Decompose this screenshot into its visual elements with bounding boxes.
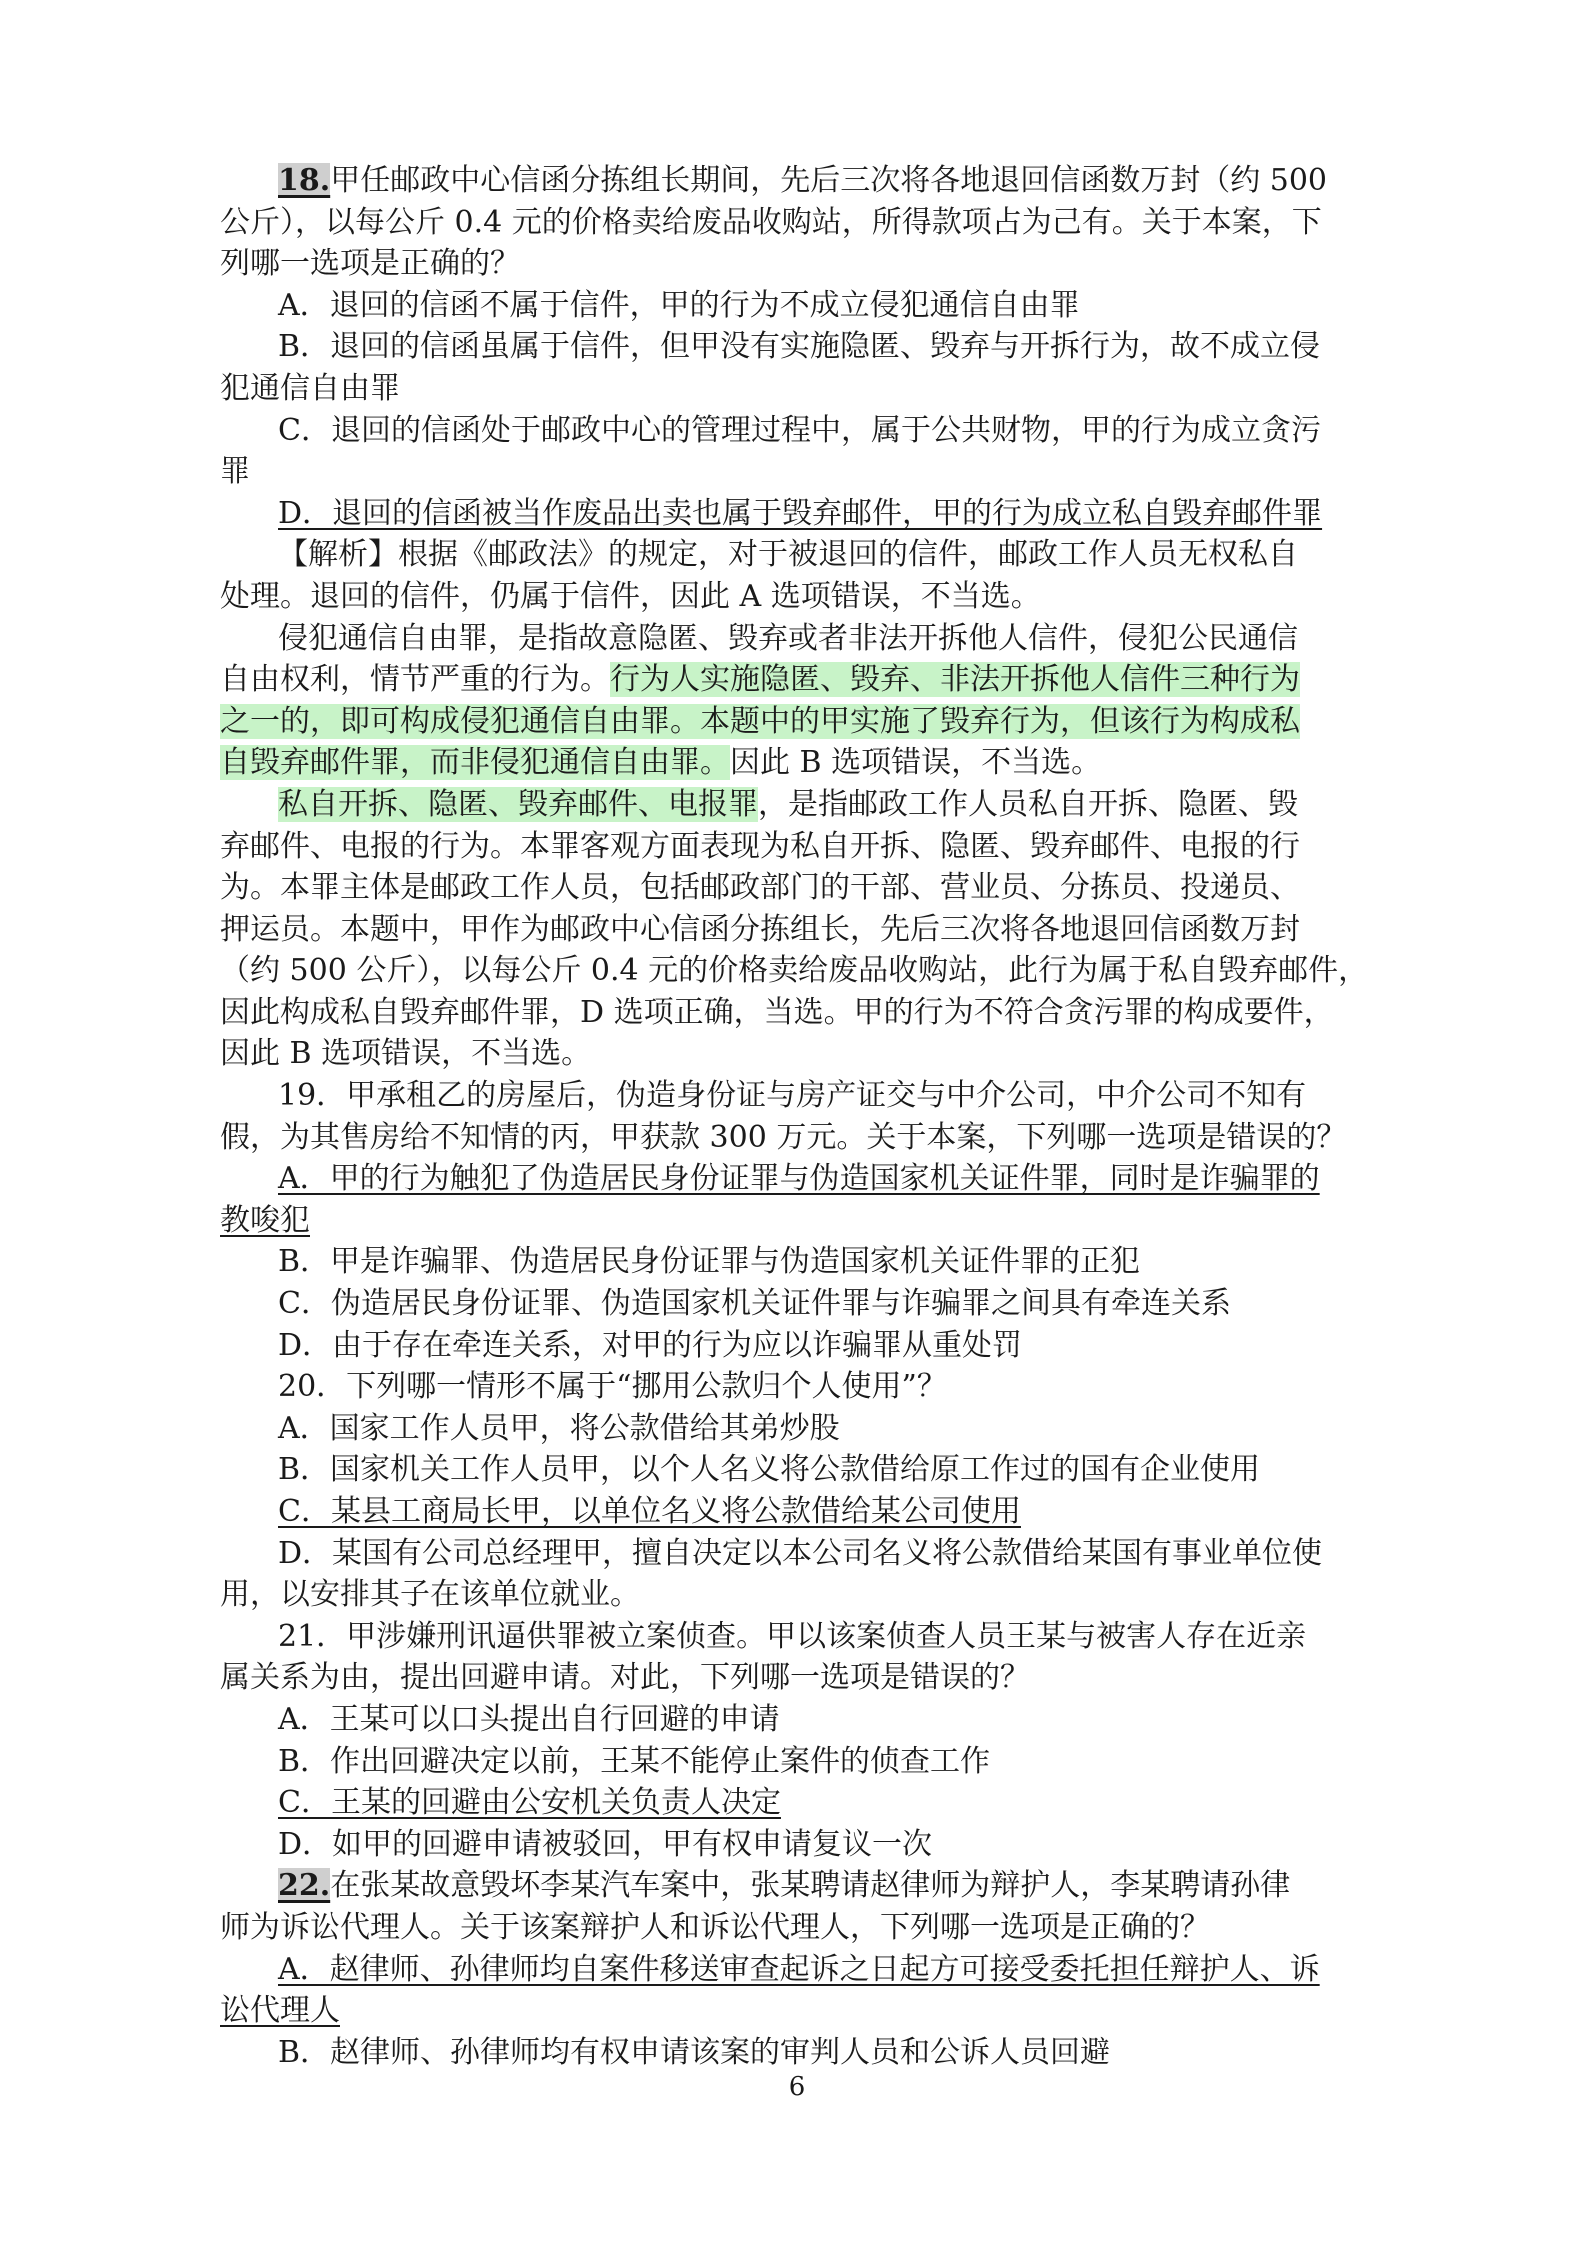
text-segment: 属关系为由，提出回避申请。对此，下列哪一选项是错误的？: [220, 1660, 1030, 1696]
text-segment: B．作出回避决定以前，王某不能停止案件的侦查工作: [278, 1743, 991, 1779]
text-segment: ，是指邮政工作人员私自开拆、隐匿、毁: [758, 786, 1298, 822]
document-body: [220, 160, 1375, 2073]
text-line: [220, 1907, 1375, 1949]
text-segment: A．退回的信函不属于信件，甲的行为不成立侵犯通信自由罪: [278, 287, 1080, 323]
text-segment: 21．甲涉嫌刑讯逼供罪被立案侦查。甲以该案侦查人员王某与被害人存在近亲: [278, 1618, 1307, 1654]
text-segment: D．由于存在牵连关系，对甲的行为应以诈骗罪从重处罚: [278, 1327, 1023, 1363]
text-segment: 因此构成私自毁弃邮件罪，D 选项正确，当选。甲的行为不符合贪污罪的构成要件，: [220, 994, 1334, 1030]
highlighted-text: 行为人实施隐匿、毁弃、非法开拆他人信件三种行为: [610, 662, 1300, 698]
text-line: [220, 576, 1375, 618]
text-segment: 因此 B 选项错误，不当选。: [220, 1036, 592, 1072]
text-line: [220, 1200, 1375, 1242]
text-line: [220, 1741, 1375, 1783]
text-line: [220, 1366, 1375, 1408]
text-line: [220, 1657, 1375, 1699]
text-segment: 公斤），以每公斤 0.4 元的价格卖给废品收购站，所得款项占为己有。关于本案，下: [220, 204, 1322, 240]
text-segment: 处理。退回的信件，仍属于信件，因此 A 选项错误，不当选。: [220, 578, 1041, 614]
text-line: [220, 1325, 1375, 1367]
text-segment: 19．甲承租乙的房屋后，伪造身份证与房产证交与中介公司，中介公司不知有: [278, 1078, 1307, 1114]
text-line: [220, 826, 1375, 868]
text-line: [220, 701, 1375, 743]
text-line: [220, 992, 1375, 1034]
text-segment: A．国家工作人员甲，将公款借给其弟炒股: [278, 1410, 840, 1446]
text-segment: B．国家机关工作人员甲，以个人名义将公款借给原工作过的国有企业使用: [278, 1452, 1261, 1488]
text-line: [220, 160, 1375, 202]
text-line: [220, 784, 1375, 826]
text-segment: 师为诉讼代理人。关于该案辩护人和诉讼代理人，下列哪一选项是正确的？: [220, 1909, 1210, 1945]
question-number: 22.: [278, 1868, 331, 1904]
underlined-answer: 讼代理人: [220, 1993, 340, 2029]
text-line: [220, 1283, 1375, 1325]
text-line: [220, 1865, 1375, 1907]
text-line: [220, 1408, 1375, 1450]
text-segment: 犯通信自由罪: [220, 370, 400, 406]
text-line: [220, 451, 1375, 493]
text-line: [220, 368, 1375, 410]
text-segment: C．伪造居民身份证罪、伪造国家机关证件罪与诈骗罪之间具有牵连关系: [278, 1286, 1231, 1322]
text-segment: B．赵律师、孙律师均有权申请该案的审判人员和公诉人员回避: [278, 2034, 1111, 2070]
text-segment: A．王某可以口头提出自行回避的申请: [278, 1701, 780, 1737]
text-segment: D．如甲的回避申请被驳回，甲有权申请复议一次: [278, 1826, 933, 1862]
text-segment: 用，以安排其子在该单位就业。: [220, 1577, 640, 1613]
text-line: [220, 410, 1375, 452]
text-line: [220, 742, 1375, 784]
text-line: [220, 618, 1375, 660]
text-line: [220, 909, 1375, 951]
text-line: [220, 1782, 1375, 1824]
text-line: [220, 1449, 1375, 1491]
text-segment: 列哪一选项是正确的？: [220, 246, 520, 282]
text-segment: 罪: [220, 454, 250, 490]
text-line: [220, 326, 1375, 368]
text-line: [220, 1699, 1375, 1741]
highlighted-text: 自毁弃邮件罪，而非侵犯通信自由罪。: [220, 745, 730, 781]
text-line: [220, 1033, 1375, 1075]
text-line: [220, 1075, 1375, 1117]
page-number: 6: [788, 2072, 806, 2102]
text-segment: 甲任邮政中心信函分拣组长期间，先后三次将各地退回信函数万封（约 500: [330, 163, 1327, 198]
text-line: [220, 1949, 1375, 1991]
text-segment: 假，为其售房给不知情的丙，甲获款 300 万元。关于本案，下列哪一选项是错误的？: [220, 1119, 1347, 1155]
underlined-answer: A．甲的行为触犯了伪造居民身份证罪与伪造国家机关证件罪，同时是诈骗罪的: [278, 1161, 1320, 1197]
text-segment: C．退回的信函处于邮政中心的管理过程中，属于公共财物，甲的行为成立贪污: [278, 412, 1321, 448]
text-segment: B．甲是诈骗罪、伪造居民身份证罪与伪造国家机关证件罪的正犯: [278, 1244, 1141, 1280]
text-segment: 在张某故意毁坏李某汽车案中，张某聘请赵律师为辩护人，李某聘请孙律: [330, 1868, 1291, 1904]
highlighted-text: 私自开拆、隐匿、毁弃邮件、电报罪: [278, 786, 758, 822]
underlined-answer: 教唆犯: [220, 1202, 310, 1238]
underlined-answer: D．退回的信函被当作废品出卖也属于毁弃邮件，甲的行为成立私自毁弃邮件罪: [278, 495, 1323, 531]
text-line: [220, 1158, 1375, 1200]
text-segment: 因此 B 选项错误，不当选。: [730, 745, 1102, 781]
text-line: [220, 2032, 1375, 2074]
text-line: [220, 1533, 1375, 1575]
text-line: [220, 1616, 1375, 1658]
underlined-answer: C．某县工商局长甲，以单位名义将公款借给某公司使用: [278, 1494, 1021, 1529]
highlighted-text: 之一的，即可构成侵犯通信自由罪。本题中的甲实施了毁弃行为，但该行为构成私: [220, 703, 1300, 739]
text-segment: D．某国有公司总经理甲，擅自决定以本公司名义将公款借给某国有事业单位使: [278, 1535, 1323, 1571]
text-segment: （约 500 公斤），以每公斤 0.4 元的价格卖给废品收购站，此行为属于私自毁弃邮件，: [220, 953, 1369, 989]
text-line: [220, 1491, 1375, 1533]
text-line: [220, 202, 1375, 244]
text-line: [220, 534, 1375, 576]
text-segment: 【解析】根据《邮政法》的规定，对于被退回的信件，邮政工作人员无权私自: [278, 537, 1298, 573]
text-line: [220, 867, 1375, 909]
question-number: 18.: [278, 163, 331, 198]
text-segment: 20．下列哪一情形不属于“挪用公款归个人使用”？: [278, 1369, 947, 1405]
text-line: [220, 950, 1375, 992]
text-line: [220, 1574, 1375, 1616]
text-segment: 侵犯通信自由罪，是指故意隐匿、毁弃或者非法开拆他人信件，侵犯公民通信: [278, 620, 1298, 656]
text-line: [220, 1990, 1375, 2032]
underlined-answer: C．王某的回避由公安机关负责人决定: [278, 1785, 781, 1821]
text-segment: 为。本罪主体是邮政工作人员，包括邮政部门的干部、营业员、分拣员、投递员、: [220, 870, 1300, 906]
text-line: [220, 1117, 1375, 1159]
underlined-answer: A．赵律师、孙律师均自案件移送审查起诉之日起方可接受委托担任辩护人、诉: [278, 1951, 1320, 1987]
text-line: [220, 1241, 1375, 1283]
text-line: [220, 493, 1375, 535]
text-segment: B．退回的信函虽属于信件，但甲没有实施隐匿、毁弃与开拆行为，故不成立侵: [278, 329, 1321, 365]
text-line: [220, 1824, 1375, 1866]
text-segment: 押运员。本题中，甲作为邮政中心信函分拣组长，先后三次将各地退回信函数万封: [220, 911, 1300, 947]
text-line: [220, 243, 1375, 285]
text-line: [220, 659, 1375, 701]
text-segment: 弃邮件、电报的行为。本罪客观方面表现为私自开拆、隐匿、毁弃邮件、电报的行: [220, 828, 1300, 864]
text-line: [220, 285, 1375, 327]
text-segment: 自由权利，情节严重的行为。: [220, 662, 610, 698]
